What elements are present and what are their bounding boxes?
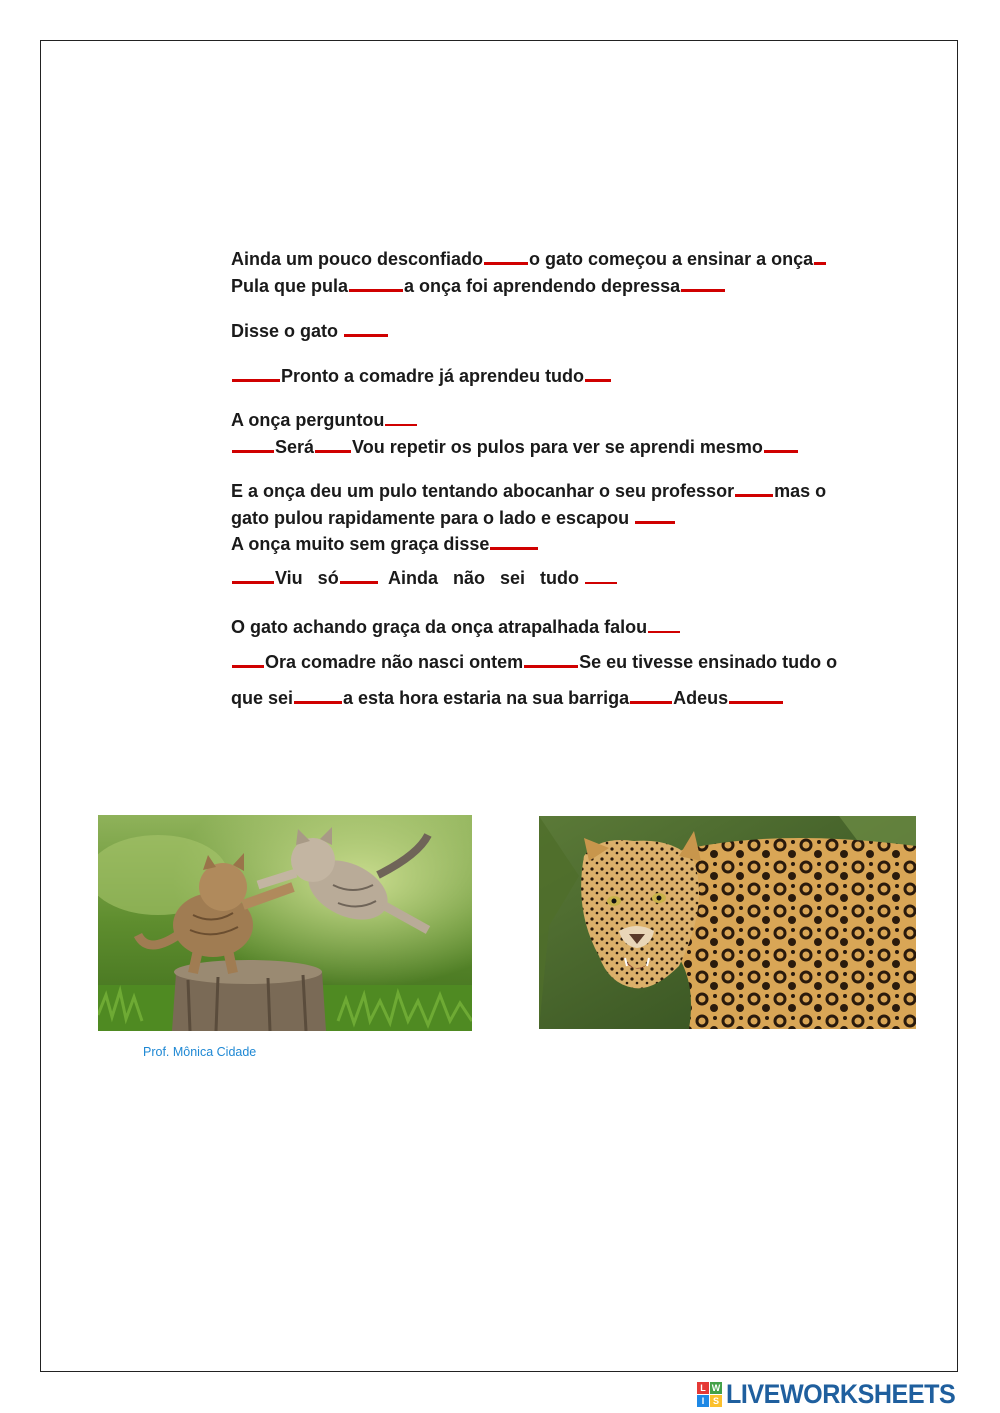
blank-field[interactable] [315,450,351,453]
story-line-10 [231,567,618,589]
blank-field[interactable] [585,379,611,382]
blank-field[interactable] [585,582,617,584]
blank-field[interactable] [340,581,378,584]
story-line-4 [231,365,612,387]
liveworksheets-logo-icon [697,1382,722,1407]
logo-letter: W [711,1382,721,1393]
logo-letter: L [697,1382,709,1394]
blank-field[interactable] [735,494,773,497]
blank-field[interactable] [232,450,274,453]
story-line-11 [231,616,681,638]
blank-field[interactable] [490,547,538,550]
author-credit: Prof. Mônica Cidade [143,1045,257,1059]
text-segment: Ainda não sei tudo [378,568,585,588]
kittens-photo [98,815,472,1031]
blank-field[interactable] [524,665,578,668]
blank-field[interactable] [294,701,342,704]
story-line-6 [231,436,799,458]
text-segment: E a onça deu um pulo tentando abocanhar o seu professor [231,481,735,501]
kittens-image [98,815,472,1031]
blank-field[interactable] [232,665,264,668]
text-segment: Pula que pula [231,276,349,296]
blank-field[interactable] [681,289,725,292]
blank-field[interactable] [635,521,675,524]
jaguar-photo [539,816,916,1029]
logo-letter: S [710,1395,722,1407]
text-segment: gato pulou rapidamente para o lado e escapou [231,508,635,528]
blank-field[interactable] [764,450,798,453]
story-line-8 [231,507,676,529]
story-line-3 [231,320,389,342]
story-line-12 [231,651,837,673]
blank-field[interactable] [349,289,403,292]
text-segment: O gato achando graça da onça atrapalhada falou [231,617,648,637]
story-line-2 [231,275,726,297]
text-segment: Vou repetir os pulos para ver se aprendi mesmo [352,437,763,457]
brand-name: LIVEWORKSHEETS [726,1378,956,1409]
story-line-7 [231,480,826,502]
blank-field[interactable] [630,701,672,704]
blank-field[interactable] [729,701,783,704]
logo-letter: I [697,1395,709,1407]
text-segment: A onça perguntou [231,410,385,430]
text-segment: que sei [231,688,294,708]
text-segment: o gato começou a ensinar a onça [529,249,814,269]
text-segment: a onça foi aprendendo depressa [404,276,681,296]
text-segment: Viu só [275,568,339,588]
text-segment: Adeus [673,688,729,708]
blank-field[interactable] [232,581,274,584]
blank-field[interactable] [484,262,528,265]
liveworksheets-brand [697,1378,973,1409]
text-segment: Será [275,437,315,457]
text-segment: a esta hora estaria na sua barriga [343,688,630,708]
blank-field[interactable] [344,334,388,337]
worksheet-page [40,40,958,1372]
text-segment: Ainda um pouco desconfiado [231,249,484,269]
text-segment: Pronto a comadre já aprendeu tudo [281,366,585,386]
jaguar-image [539,816,916,1029]
blank-field[interactable] [232,379,280,382]
text-segment: A onça muito sem graça disse [231,534,490,554]
blank-field[interactable] [814,262,826,265]
story-line-13 [231,687,784,709]
text-segment: Ora comadre não nasci ontem [265,652,524,672]
text-segment: mas o [774,481,827,501]
text-segment: Se eu tivesse ensinado tudo o [579,652,838,672]
text-segment: Disse o gato [231,321,344,341]
blank-field[interactable] [648,631,680,633]
story-line-5 [231,409,418,431]
story-line-9 [231,533,539,555]
story-line-1 [231,248,827,270]
blank-field[interactable] [385,424,417,426]
